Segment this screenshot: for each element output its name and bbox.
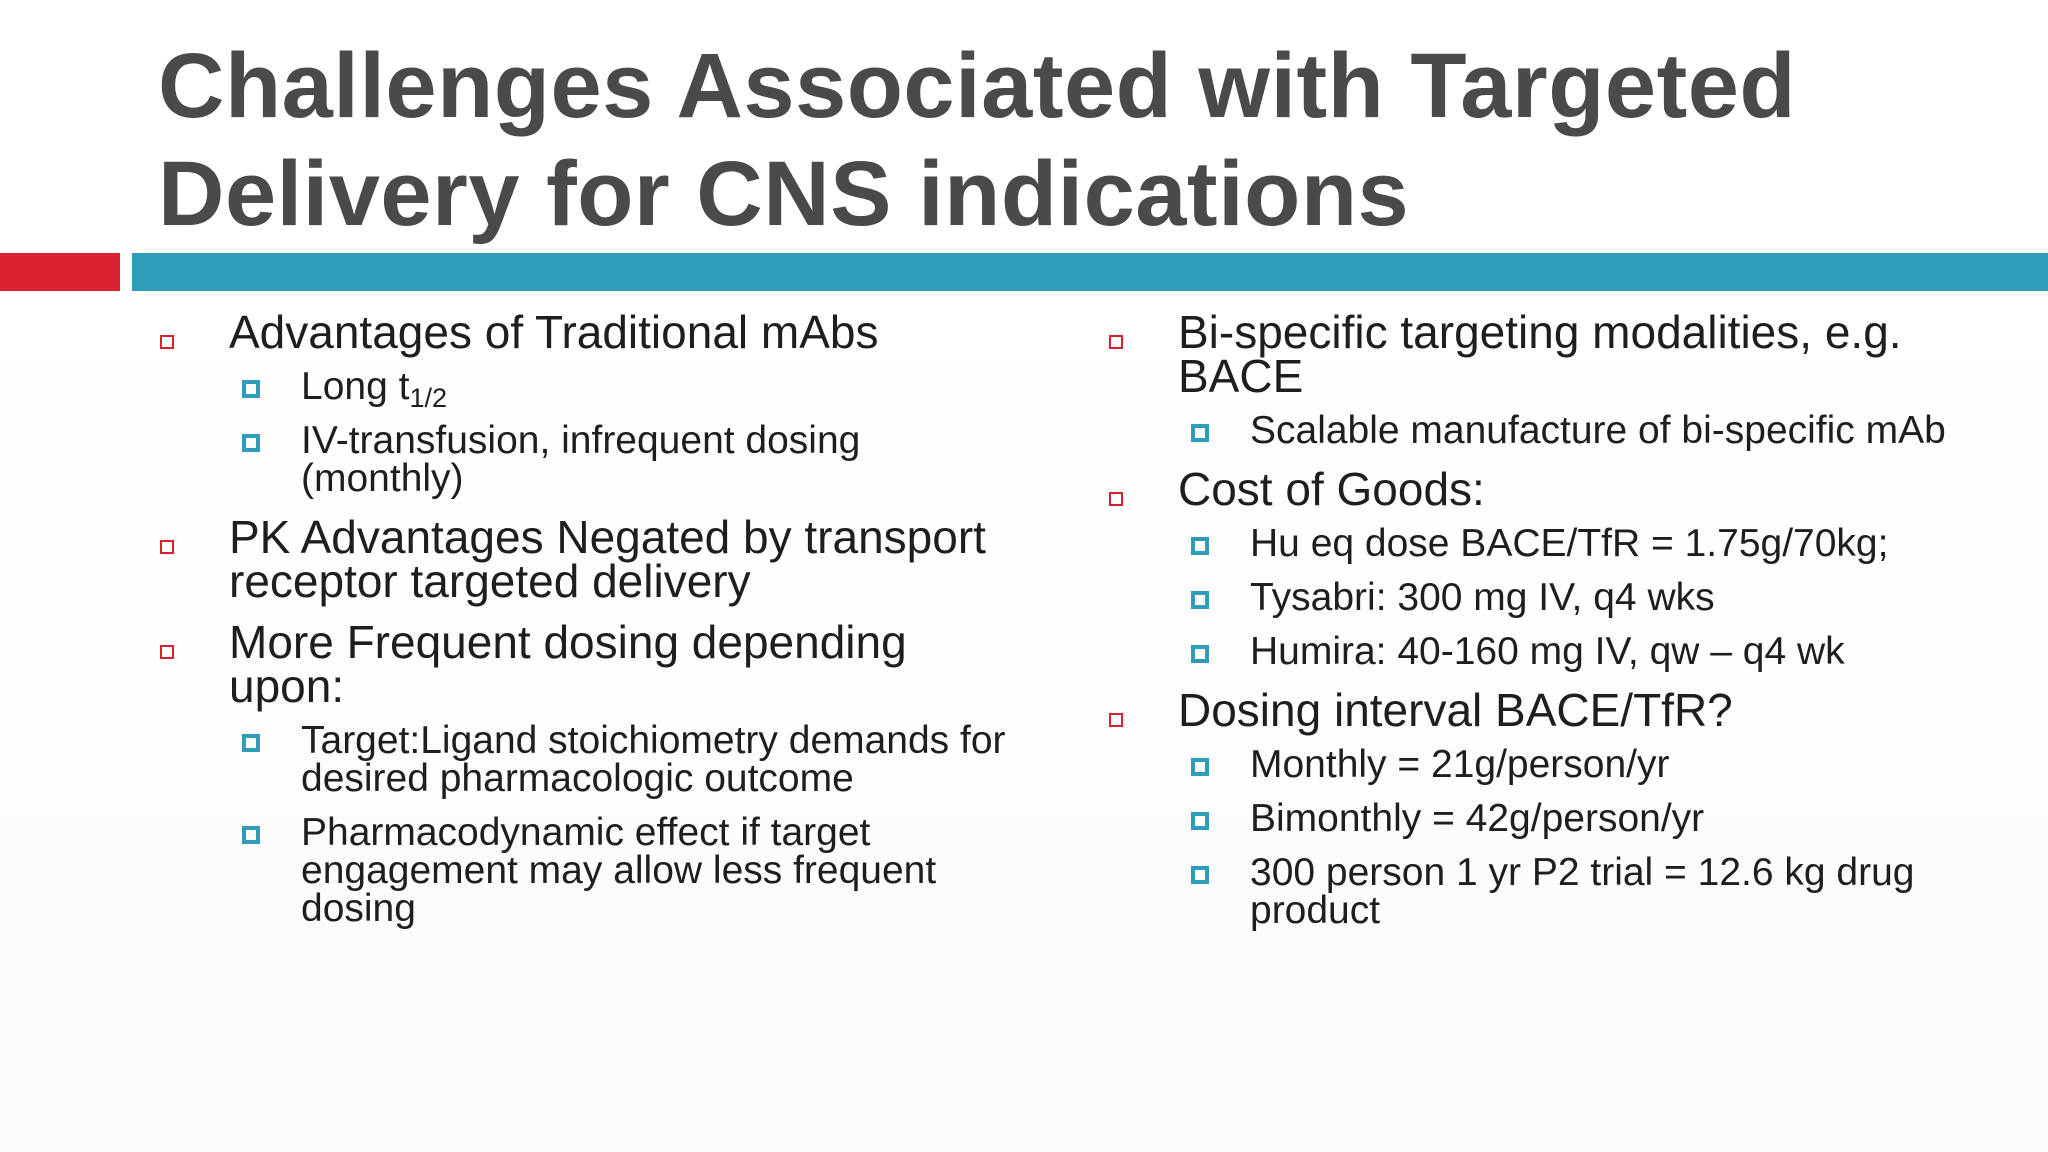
bullet-pk-advantages-negated	[158, 511, 1018, 607]
bullet-text: Cost of Goods:	[1178, 463, 1485, 515]
square-bullet-icon	[160, 645, 174, 659]
sub-bullet-p2-trial	[1107, 851, 2007, 932]
bullet-dosing-interval	[1107, 684, 2007, 736]
sub-bullet-scalable-manufacture	[1107, 409, 2007, 452]
square-bullet-icon	[242, 380, 260, 398]
square-bullet-icon	[1191, 866, 1209, 884]
sub-bullet-tysabri	[1107, 576, 2007, 619]
square-bullet-icon	[1109, 335, 1123, 349]
square-bullet-icon	[242, 434, 260, 452]
bullet-text: Advantages of Traditional mAbs	[229, 306, 879, 358]
sub-bullet-hu-eq-dose	[1107, 522, 2007, 565]
slide-title	[158, 32, 1978, 248]
sub-bullet-text: IV-transfusion, infrequent dosing (monthly)	[301, 419, 861, 500]
sub-bullet-text: Monthly = 21g/person/yr	[1250, 743, 1670, 786]
sub-bullet-text: Humira: 40-160 mg IV, qw – q4 wk	[1250, 630, 1845, 673]
sub-bullet-text: Pharmacodynamic effect if target engagement may allow less frequent dosing	[301, 811, 937, 930]
sub-bullet-text: Scalable manufacture of bi-specific mAb	[1250, 409, 1946, 452]
subscript-text: 1/2	[409, 383, 447, 413]
sub-bullet-text: Target:Ligand stoichiometry demands for desired pharmacologic outcome	[301, 719, 1006, 800]
square-bullet-icon	[160, 335, 174, 349]
accent-bar-red	[0, 253, 120, 291]
bullet-cost-of-goods	[1107, 463, 2007, 515]
bullet-text: PK Advantages Negated by transport receptor targeted delivery	[229, 511, 986, 607]
sub-bullet-text: Hu eq dose BACE/TfR = 1.75g/70kg;	[1250, 522, 1889, 565]
bullet-advantages-traditional-mabs	[158, 306, 1018, 358]
sub-bullet-monthly	[1107, 743, 2007, 786]
sub-bullet-target-ligand	[158, 719, 1018, 800]
slide-title-line-2: Delivery for CNS indications	[158, 143, 1410, 245]
accent-bar-teal	[132, 253, 2048, 291]
square-bullet-icon	[242, 734, 260, 752]
sub-bullet-text: Bimonthly = 42g/person/yr	[1250, 797, 1705, 840]
sub-bullet-text: Long t	[301, 365, 410, 408]
square-bullet-icon	[1191, 645, 1209, 663]
bullet-more-frequent-dosing	[158, 616, 1018, 712]
square-bullet-icon	[1191, 812, 1209, 830]
sub-bullet-bimonthly	[1107, 797, 2007, 840]
sub-bullet-pharmacodynamic-effect	[158, 811, 1018, 930]
bullet-text: Bi-specific targeting modalities, e.g. BACE	[1178, 306, 1902, 402]
sub-bullet-long-half-life	[158, 365, 1018, 413]
square-bullet-icon	[1191, 591, 1209, 609]
square-bullet-icon	[242, 826, 260, 844]
bullet-text: More Frequent dosing depending upon:	[229, 616, 907, 712]
slide-title-line-1: Challenges Associated with Targeted	[158, 35, 1797, 137]
sub-bullet-text: 300 person 1 yr P2 trial = 12.6 kg drug product	[1250, 851, 1915, 932]
square-bullet-icon	[1109, 713, 1123, 727]
bullet-bi-specific-modalities	[1107, 306, 2007, 402]
square-bullet-icon	[160, 540, 174, 554]
sub-bullet-humira	[1107, 630, 2007, 673]
square-bullet-icon	[1191, 758, 1209, 776]
right-column	[1107, 302, 2007, 930]
sub-bullet-iv-transfusion	[158, 419, 1018, 500]
bullet-text: Dosing interval BACE/TfR?	[1178, 684, 1733, 736]
left-column	[158, 302, 1018, 928]
square-bullet-icon	[1191, 424, 1209, 442]
square-bullet-icon	[1109, 492, 1123, 506]
sub-bullet-text: Tysabri: 300 mg IV, q4 wks	[1250, 576, 1715, 619]
square-bullet-icon	[1191, 537, 1209, 555]
